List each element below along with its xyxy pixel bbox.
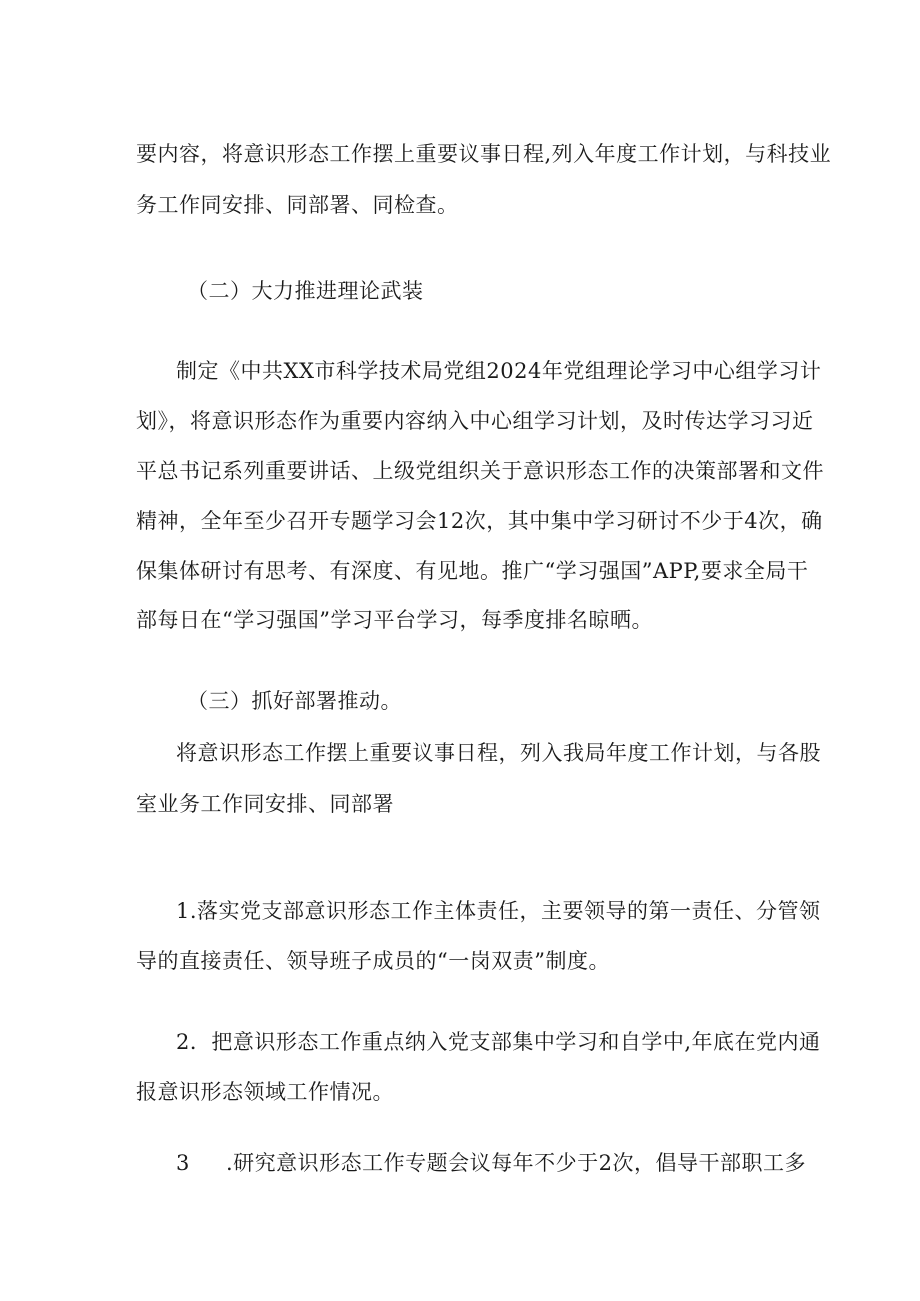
paragraph-2-line-1: 制定《中共XX市科学技术局党组2024年党组理论学习中心组学习计 <box>176 359 822 383</box>
list-item-2-line-1: 2．把意识形态工作重点纳入党支部集中学习和自学中,年底在党内通 <box>176 1030 821 1054</box>
paragraph-2-line-5: 保集体研讨有思考、有深度、有见地。推广“学习强国”APP,要求全局干 <box>136 559 809 583</box>
section-heading-2: （二）大力推进理论武装 <box>187 279 424 303</box>
list-item-1-line-2: 导的直接责任、领导班子成员的“一岗双责”制度。 <box>136 949 610 973</box>
paragraph-3-line-2: 室业务工作同安排、同部署 <box>136 792 394 816</box>
paragraph-3-line-1: 将意识形态工作摆上重要议事日程，列入我局年度工作计划，与各股 <box>176 741 821 765</box>
paragraph-1-line-1: 要内容，将意识形态工作摆上重要议事日程,列入年度工作计划，与科技业 <box>136 142 832 166</box>
list-item-1-line-1: 1.落实党支部意识形态工作主体责任，主要领导的第一责任、分管领 <box>176 899 821 923</box>
list-item-3-line-1: .研究意识形态工作专题会议每年不少于2次，倡导干部职工多 <box>226 1151 807 1175</box>
paragraph-2-line-3: 平总书记系列重要讲话、上级党组织关于意识形态工作的决策部署和文件 <box>136 459 824 483</box>
paragraph-1-line-2: 务工作同安排、同部署、同检查。 <box>136 193 459 217</box>
paragraph-2-line-2: 划》，将意识形态作为重要内容纳入中心组学习计划，及时传达学习习近 <box>136 409 814 433</box>
paragraph-2-line-4: 精神，全年至少召开专题学习会12次，其中集中学习研讨不少于4次，确 <box>136 509 823 533</box>
list-item-3-number: 3 <box>176 1151 190 1175</box>
list-item-2-line-2: 报意识形态领域工作情况。 <box>136 1080 394 1104</box>
paragraph-2-line-6: 部每日在“学习强国”学习平台学习，每季度排名晾晒。 <box>136 608 653 632</box>
section-heading-3: （三）抓好部署推动。 <box>187 689 402 713</box>
